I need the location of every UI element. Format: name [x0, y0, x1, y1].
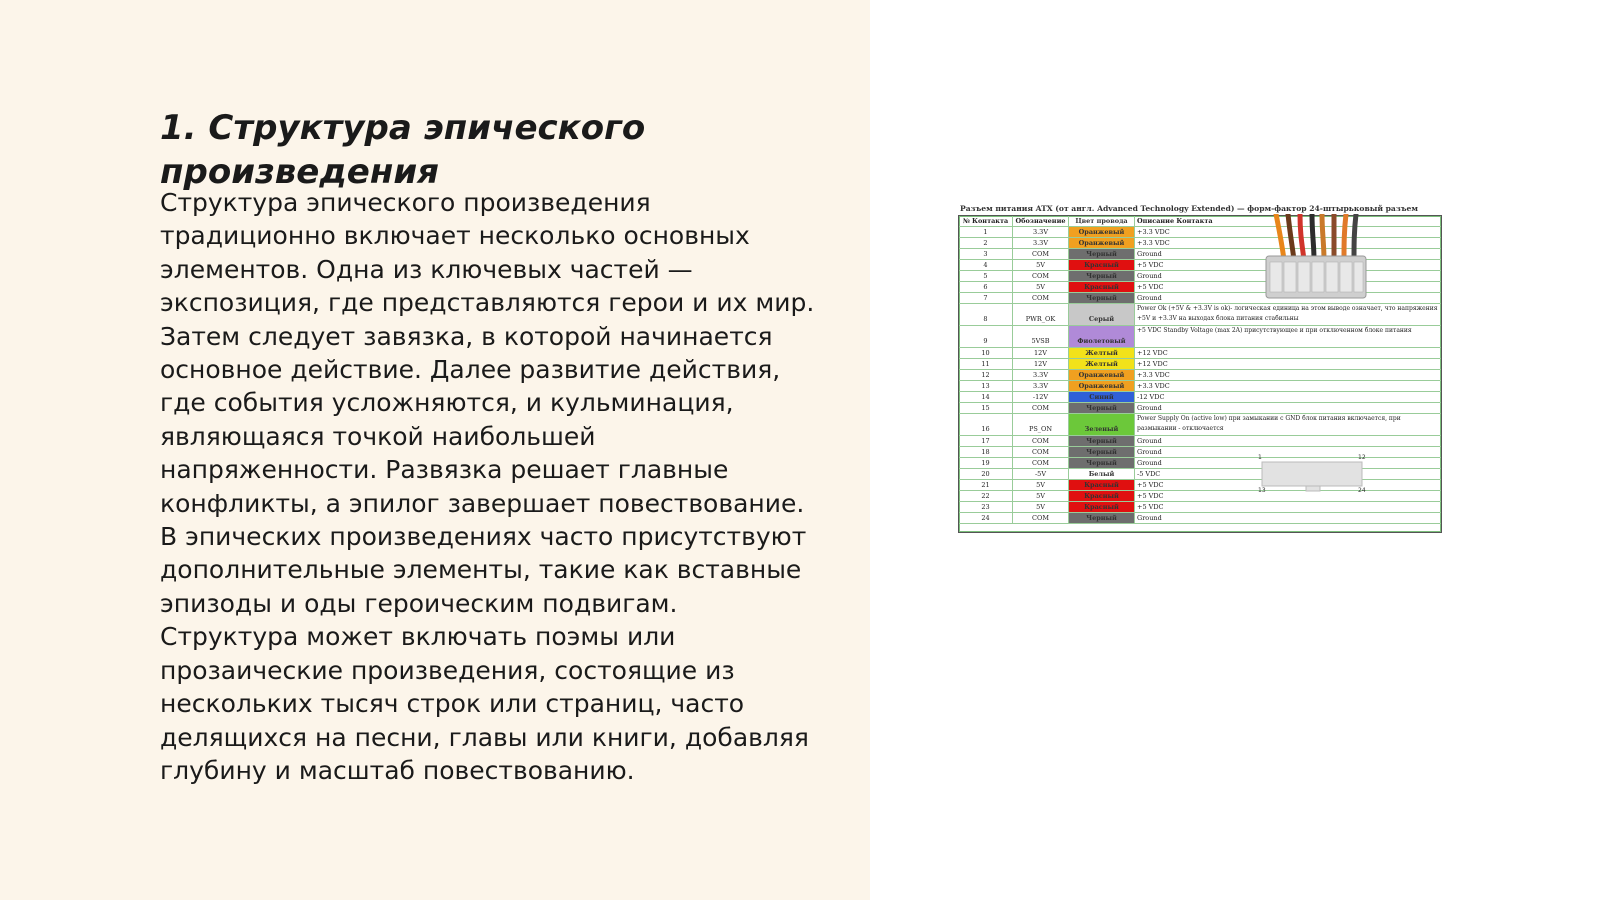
table-cell-num: 9	[959, 326, 1013, 347]
table-cell-desc: +5 VDC	[1137, 492, 1164, 500]
table-cell-color: Оранжевый	[1069, 227, 1135, 237]
table-cell-color: Желтый	[1069, 359, 1135, 369]
table-cell-sig: 5V	[1013, 491, 1069, 501]
table-cell-desc: +12 VDC	[1137, 360, 1168, 368]
table-cell-desc: +5 VDC	[1137, 481, 1164, 489]
table-row	[959, 403, 1441, 414]
body-line: конфликты, а эпилог завершает повествование.	[160, 488, 805, 518]
body-line: основное действие. Далее развитие действия,	[160, 355, 781, 385]
table-header-cell: Обозначение	[1013, 216, 1069, 226]
table-cell-desc: +12 VDC	[1137, 349, 1168, 357]
table-cell-sig: 3.3V	[1013, 238, 1069, 248]
table-cell-desc: +5 VDC Standby Voltage (max 2A) присутствующее и при отключенном блоке питания	[1137, 327, 1412, 334]
table-cell-sig: 5V	[1013, 502, 1069, 512]
table-cell-sig: COM	[1013, 458, 1069, 468]
table-row	[959, 304, 1441, 326]
table-cell-num: 24	[959, 513, 1013, 523]
table-cell-desc: Ground	[1137, 404, 1162, 412]
table-cell-sig: PS_ON	[1013, 414, 1069, 435]
table-cell-desc: Ground	[1137, 437, 1162, 445]
table-cell-color: Оранжевый	[1069, 381, 1135, 391]
table-cell-desc: -5 VDC	[1137, 470, 1161, 478]
body-line: напряженности. Развязка решает главные	[160, 455, 729, 485]
table-cell-color: Красный	[1069, 480, 1135, 490]
table-cell-desc: +5 VDC	[1137, 503, 1164, 511]
table-cell-color: Красный	[1069, 502, 1135, 512]
table-cell-color: Черный	[1069, 447, 1135, 457]
table-cell-color: Оранжевый	[1069, 370, 1135, 380]
table-cell-sig: COM	[1013, 513, 1069, 523]
table-cell-num: 4	[959, 260, 1013, 270]
table-cell-num: 15	[959, 403, 1013, 413]
table-cell-desc: +3.3 VDC	[1137, 228, 1170, 236]
body-line: Затем следует завязка, в которой начинается	[160, 321, 773, 351]
table-row	[959, 513, 1441, 524]
slide-title: 1. Структура эпического произведения	[160, 108, 646, 192]
table-cell-color: Черный	[1069, 436, 1135, 446]
body-line: глубину и масштаб повествованию.	[160, 755, 635, 785]
body-line: традиционно включает несколько основных	[160, 221, 750, 251]
table-cell-desc: +3.3 VDC	[1137, 382, 1170, 390]
body-line: нескольких тысяч строк или страниц, часто	[160, 689, 745, 719]
table-cell-color: Черный	[1069, 513, 1135, 523]
table-cell-num: 1	[959, 227, 1013, 237]
table-cell-desc: Ground	[1137, 294, 1162, 302]
table-cell-desc: +3.3 VDC	[1137, 239, 1170, 247]
body-line: дополнительные элементы, такие как вставные	[160, 555, 802, 585]
table-cell-desc: Power Supply On (active low) при замыкании с GND блок питания включается, при размыкании - отключается	[1137, 415, 1401, 432]
pin-label-12: 12	[1358, 454, 1366, 461]
table-cell-num: 5	[959, 271, 1013, 281]
table-cell-num: 17	[959, 436, 1013, 446]
table-header-cell: № Контакта	[959, 216, 1013, 226]
table-row	[959, 381, 1441, 392]
table-cell-color: Черный	[1069, 458, 1135, 468]
table-row	[959, 348, 1441, 359]
table-cell-sig: 3.3V	[1013, 370, 1069, 380]
table-cell-desc: +5 VDC	[1137, 283, 1164, 291]
table-cell-desc: Ground	[1137, 272, 1162, 280]
body-line: делящихся на песни, главы или книги, добавляя	[160, 722, 809, 752]
figure-caption: Разъем питания ATX (от англ. Advanced Technology Extended) — форм-фактор 24-штырьковый разъем	[960, 204, 1418, 213]
body-line: эпизоды и оды героическим подвигам.	[160, 588, 678, 618]
table-cell-num: 2	[959, 238, 1013, 248]
table-header-cell: Описание Контакта	[1137, 217, 1213, 225]
table-cell-sig: -5V	[1013, 469, 1069, 479]
body-line: прозаические произведения, состоящие из	[160, 655, 735, 685]
table-cell-sig: 12V	[1013, 359, 1069, 369]
table-cell-sig: COM	[1013, 403, 1069, 413]
table-cell-num: 7	[959, 293, 1013, 303]
table-cell-color: Фиолетовый	[1069, 326, 1135, 347]
table-header-cell: Цвет провода	[1069, 216, 1135, 226]
table-cell-sig: 5V	[1013, 480, 1069, 490]
table-cell-num: 22	[959, 491, 1013, 501]
body-line: Структура может включать поэмы или	[160, 622, 676, 652]
pin-label-1: 1	[1258, 454, 1262, 461]
pin-diagram-icon	[1254, 452, 1370, 494]
table-cell-sig: 12V	[1013, 348, 1069, 358]
table-cell-color: Черный	[1069, 293, 1135, 303]
table-cell-desc: Ground	[1137, 250, 1162, 258]
table-cell-num: 8	[959, 304, 1013, 325]
table-cell-sig: 5V	[1013, 260, 1069, 270]
table-cell-sig: PWR_OK	[1013, 304, 1069, 325]
table-cell-num: 13	[959, 381, 1013, 391]
table-cell-num: 16	[959, 414, 1013, 435]
table-cell-sig: COM	[1013, 293, 1069, 303]
table-row	[959, 414, 1441, 436]
table-cell-num: 6	[959, 282, 1013, 292]
table-cell-desc: Ground	[1137, 514, 1162, 522]
table-cell-color: Белый	[1069, 469, 1135, 479]
table-cell-sig: 5V	[1013, 282, 1069, 292]
body-line: экспозиция, где представляются герои и их мир.	[160, 288, 815, 318]
pin-label-24: 24	[1358, 487, 1366, 494]
slide-body-text	[160, 186, 840, 787]
table-cell-sig: 3.3V	[1013, 227, 1069, 237]
table-cell-color: Желтый	[1069, 348, 1135, 358]
table-cell-color: Черный	[1069, 249, 1135, 259]
table-cell-color: Черный	[1069, 271, 1135, 281]
table-cell-num: 12	[959, 370, 1013, 380]
table-cell-num: 20	[959, 469, 1013, 479]
table-cell-desc: -12 VDC	[1137, 393, 1165, 401]
table-row	[959, 502, 1441, 513]
table-cell-color: Зеленый	[1069, 414, 1135, 435]
body-line: элементов. Одна из ключевых частей —	[160, 254, 693, 284]
connector-photo-icon	[1256, 214, 1374, 306]
table-cell-sig: COM	[1013, 447, 1069, 457]
table-cell-color: Красный	[1069, 260, 1135, 270]
table-row	[959, 359, 1441, 370]
table-cell-num: 3	[959, 249, 1013, 259]
table-cell-num: 23	[959, 502, 1013, 512]
table-cell-sig: COM	[1013, 249, 1069, 259]
table-cell-num: 10	[959, 348, 1013, 358]
table-cell-sig: COM	[1013, 436, 1069, 446]
table-row	[959, 370, 1441, 381]
table-cell-color: Оранжевый	[1069, 238, 1135, 248]
table-cell-color: Красный	[1069, 282, 1135, 292]
table-cell-desc: +5 VDC	[1137, 261, 1164, 269]
table-cell-color: Синий	[1069, 392, 1135, 402]
table-cell-sig: 3.3V	[1013, 381, 1069, 391]
table-row	[959, 326, 1441, 348]
table-row	[959, 392, 1441, 403]
table-cell-num: 18	[959, 447, 1013, 457]
table-cell-desc: Power Ok (+5V & +3.3V is ok)- логическая единица на этом выводе означает, что напряжения +5V и +3.3V на выходах блока питания стабильны	[1137, 305, 1438, 322]
table-cell-sig: 5VSB	[1013, 326, 1069, 347]
body-line: являющаяся точкой наибольшей	[160, 421, 596, 451]
pin-label-13: 13	[1258, 487, 1266, 494]
table-cell-sig: COM	[1013, 271, 1069, 281]
table-cell-num: 19	[959, 458, 1013, 468]
table-cell-desc: Ground	[1137, 448, 1162, 456]
table-cell-sig: -12V	[1013, 392, 1069, 402]
table-row	[959, 436, 1441, 447]
table-cell-num: 21	[959, 480, 1013, 490]
body-line: где события усложняются, и кульминация,	[160, 388, 734, 418]
table-cell-desc: Ground	[1137, 459, 1162, 467]
table-cell-num: 11	[959, 359, 1013, 369]
table-cell-num: 14	[959, 392, 1013, 402]
table-cell-color: Красный	[1069, 491, 1135, 501]
body-line: В эпических произведениях часто присутствуют	[160, 522, 807, 552]
table-cell-color: Серый	[1069, 304, 1135, 325]
table-cell-color: Черный	[1069, 403, 1135, 413]
table-cell-desc: +3.3 VDC	[1137, 371, 1170, 379]
body-line: Структура эпического произведения	[160, 188, 651, 217]
